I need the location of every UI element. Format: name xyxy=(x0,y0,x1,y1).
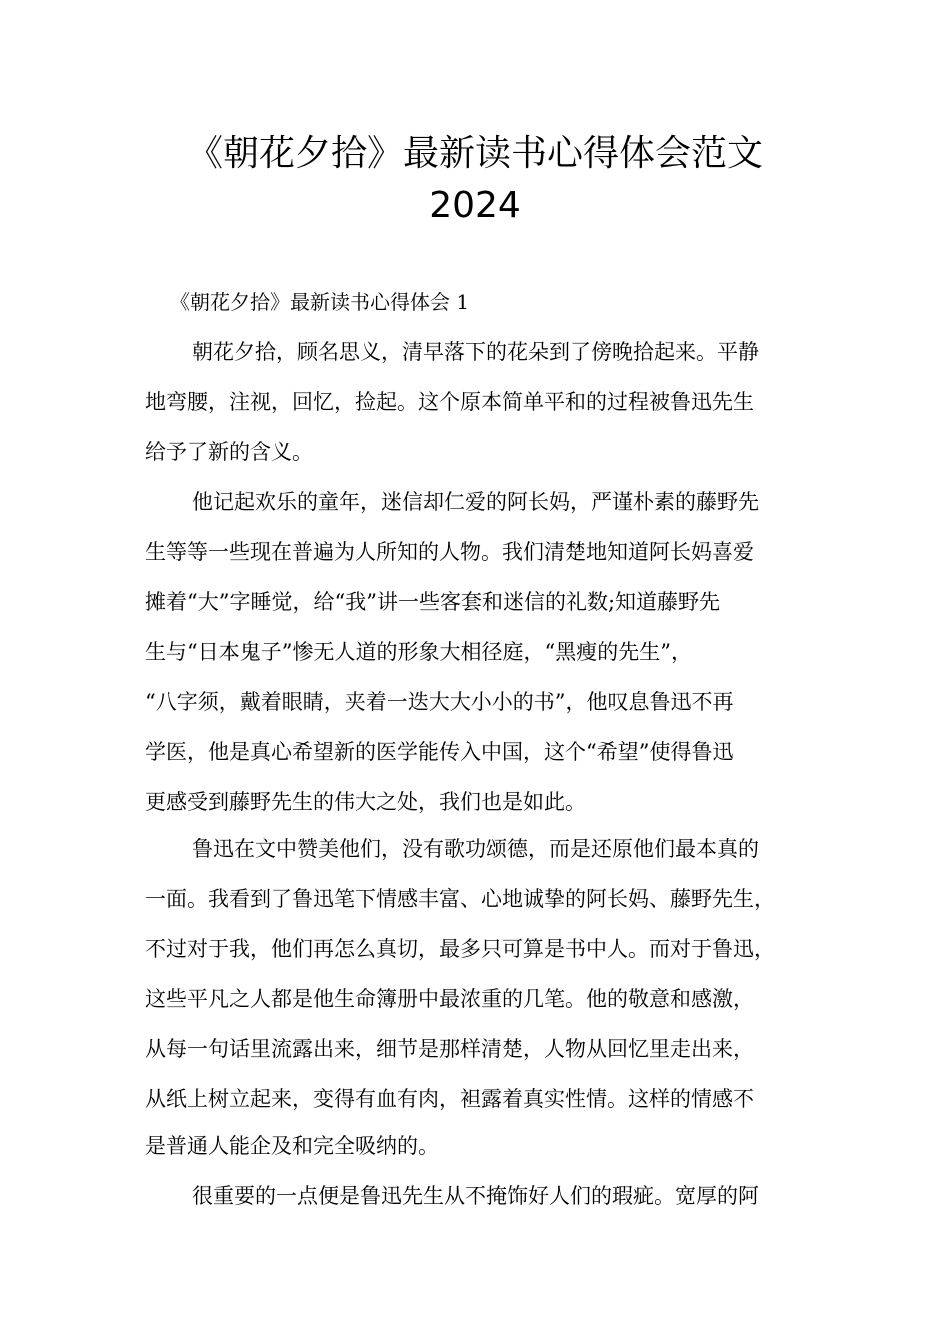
paragraph-1-line-1: 朝花夕拾，顾名思义，清早落下的花朵到了傍晚拾起来。平静 xyxy=(192,340,759,364)
document-title-year: 2024 xyxy=(429,185,521,226)
paragraph-2-line-6: 学医，他是真心希望新的医学能传入中国，这个“希望”使得鲁迅 xyxy=(145,740,734,764)
paragraph-3-line-5: 从每一句话里流露出来，细节是那样清楚，人物从回忆里走出来， xyxy=(145,1037,754,1061)
paragraph-3-line-1: 鲁迅在文中赞美他们，没有歌功颂德，而是还原他们最本真的 xyxy=(192,837,759,861)
paragraph-3-line-6: 从纸上树立起来，变得有血有肉，袒露着真实性情。这样的情感不 xyxy=(145,1087,754,1111)
paragraph-2-line-3: 摊着“大”字睡觉，给“我”讲一些客套和迷信的礼数;知道藤野先 xyxy=(145,590,721,614)
paragraph-2-line-2: 生等等一些现在普遍为人所知的人物。我们清楚地知道阿长妈喜爱 xyxy=(145,540,754,564)
paragraph-1-line-2: 地弯腰，注视，回忆，捡起。这个原本简单平和的过程被鲁迅先生 xyxy=(145,390,754,414)
paragraph-2-line-1: 他记起欢乐的童年，迷信却仁爱的阿长妈，严谨朴素的藤野先 xyxy=(192,490,759,514)
paragraph-1-line-3: 给予了新的含义。 xyxy=(145,440,313,464)
paragraph-2-line-5: “八字须，戴着眼睛，夹着一迭大大小小的书”，他叹息鲁迅不再 xyxy=(145,690,734,714)
paragraph-2-line-7: 更感受到藤野先生的伟大之处，我们也是如此。 xyxy=(145,790,586,814)
paragraph-3-line-4: 这些平凡之人都是他生命簿册中最浓重的几笔。他的敬意和感激， xyxy=(145,987,754,1011)
section-heading: 《朝花夕拾》最新读书心得体会 1 xyxy=(170,290,470,314)
document-title: 《朝花夕拾》最新读书心得体会范文 xyxy=(186,133,763,174)
paragraph-3-line-2: 一面。我看到了鲁迅笔下情感丰富、心地诚挚的阿长妈、藤野先生， xyxy=(145,887,775,911)
paragraph-3-line-3: 不过对于我，他们再怎么真切，最多只可算是书中人。而对于鲁迅， xyxy=(145,937,775,961)
paragraph-3-line-7: 是普通人能企及和完全吸纳的。 xyxy=(145,1134,439,1158)
paragraph-4-line-1: 很重要的一点便是鲁迅先生从不掩饰好人们的瑕疵。宽厚的阿 xyxy=(192,1184,759,1208)
paragraph-2-line-4: 生与“日本鬼子”惨无人道的形象大相径庭，“黑瘦的先生”， xyxy=(145,640,692,664)
